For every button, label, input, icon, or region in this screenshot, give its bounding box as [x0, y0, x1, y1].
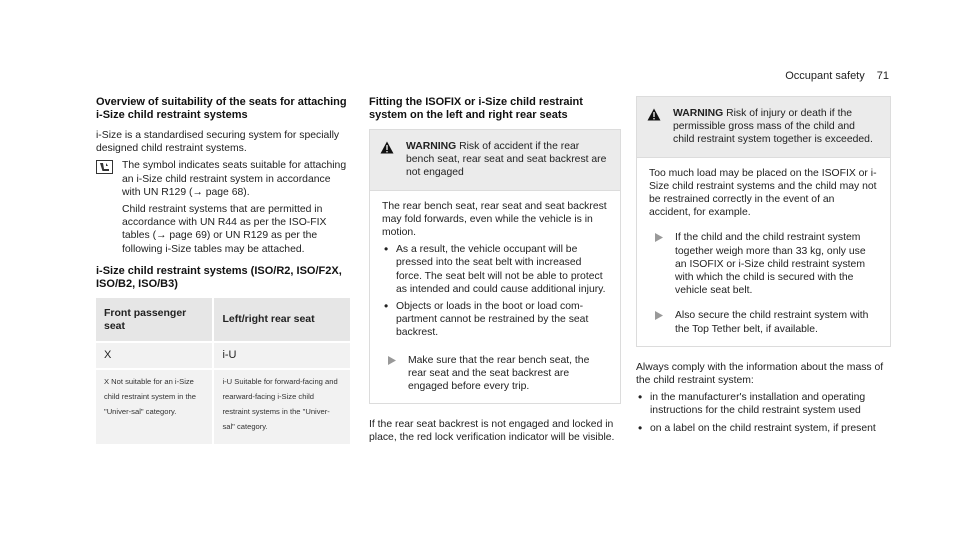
- warning-triangle-icon: [380, 141, 394, 154]
- table-cell: X Not suitable for an i-Size child restraint system in the "Univer-sal" category.: [96, 369, 213, 444]
- column-1: [96, 96, 350, 444]
- heading-fitting: Fitting the ISOFIX or i-Size child restraint system on the left and right rear seats: [369, 96, 583, 121]
- warning-triangle-icon: [647, 108, 661, 121]
- section-title: Occupant safety: [785, 70, 865, 82]
- warning-box-injury: [636, 96, 891, 347]
- list-item: • As a result, the vehicle occupant will be pressed into the seat belt with increased force. The seat belt will not be able to protect as intended and could cause additional injury.: [382, 243, 608, 296]
- table-cell: X: [96, 342, 213, 369]
- heading-isize-systems: i-Size child restraint systems (ISO/R2, ISO/F2X, ISO/B2, ISO/B3): [96, 264, 342, 290]
- page-header: [785, 70, 889, 82]
- table-cell: i-U Suitable for forward-facing and rearward-facing i-Size child restraint systems in the "Univer-sal" category.: [213, 369, 350, 444]
- arrow-right-icon: [388, 356, 396, 365]
- note-text: If the child and the child restraint system together weigh more than 33 kg, only use an ISOFIX or i-Size child restraint system with which the child is secured with the vehicle seat belt.: [675, 232, 866, 297]
- column-3: [636, 96, 891, 435]
- note-row: [649, 309, 878, 335]
- symbol-description: The symbol indicates seats suitable for attaching an i-Size child restraint system in accordance with UN R129 (→ page 68).: [122, 160, 347, 198]
- note-text: Also secure the child restraint system with the Top Tether belt, if available.: [675, 310, 869, 335]
- list-item: • on a label on the child restraint system, if present: [636, 422, 891, 435]
- warning-title: Risk of accident if the rear bench seat, rear seat and seat backrest are not engaged: [406, 141, 607, 179]
- isize-table: [96, 298, 350, 445]
- note-text: Make sure that the rear bench seat, the rear seat and the seat backrest are engaged before every trip.: [408, 354, 590, 393]
- heading-overview: Overview of suitability of the seats for attaching i-Size child restraint systems: [96, 96, 347, 121]
- arrow-right-icon: [655, 233, 663, 242]
- warning-title: Risk of injury or death if the permissible gross mass of the child and child restraint system together is exceeded.: [673, 108, 873, 146]
- table-row: [96, 369, 350, 444]
- page-number: 71: [876, 70, 889, 82]
- intro-text: i-Size is a standardised securing system for specially designed child restraint systems.: [96, 130, 340, 155]
- table-header: Left/right rear seat: [213, 298, 350, 342]
- note-row: [649, 231, 878, 297]
- warning-box-accident: [369, 129, 621, 404]
- list-item: • in the manufacturer's installation and operating instructions for the child restraint system used: [636, 391, 891, 417]
- mass-info-text: Always comply with the information about the mass of the child restraint system:: [636, 361, 884, 387]
- permitted-systems-text: Child restraint systems that are permitted in accordance with UN R44 as per the ISO-FIX tables (→ page 69) or UN R129 as per the following i-Size tables may be attached.: [122, 204, 327, 255]
- lock-indicator-text: If the rear seat backrest is not engaged and locked in place, the red lock verification indicator will be visible.: [369, 419, 615, 444]
- warning-label: WARNING: [673, 108, 724, 119]
- warning-label: WARNING: [406, 141, 457, 152]
- table-cell: i-U: [213, 342, 350, 369]
- warning-body: The rear bench seat, rear seat and seat backrest may fold forwards, even while the vehicle is in motion.: [382, 200, 607, 239]
- list-item: • Objects or loads in the boot or load compartment cannot be restrained by the seat backrest.: [382, 300, 608, 340]
- table-header: Front passenger seat: [96, 298, 213, 342]
- isize-seat-icon: [96, 160, 113, 174]
- warning-body: Too much load may be placed on the ISOFIX or i-Size child restraint systems and the child may not be restrained correctly in the event of an accident, for example.: [649, 167, 877, 219]
- isize-symbol-row: [96, 159, 350, 255]
- column-2: [369, 96, 621, 445]
- arrow-right-icon: [655, 311, 663, 320]
- note-row: [382, 354, 608, 394]
- table-row: [96, 342, 350, 369]
